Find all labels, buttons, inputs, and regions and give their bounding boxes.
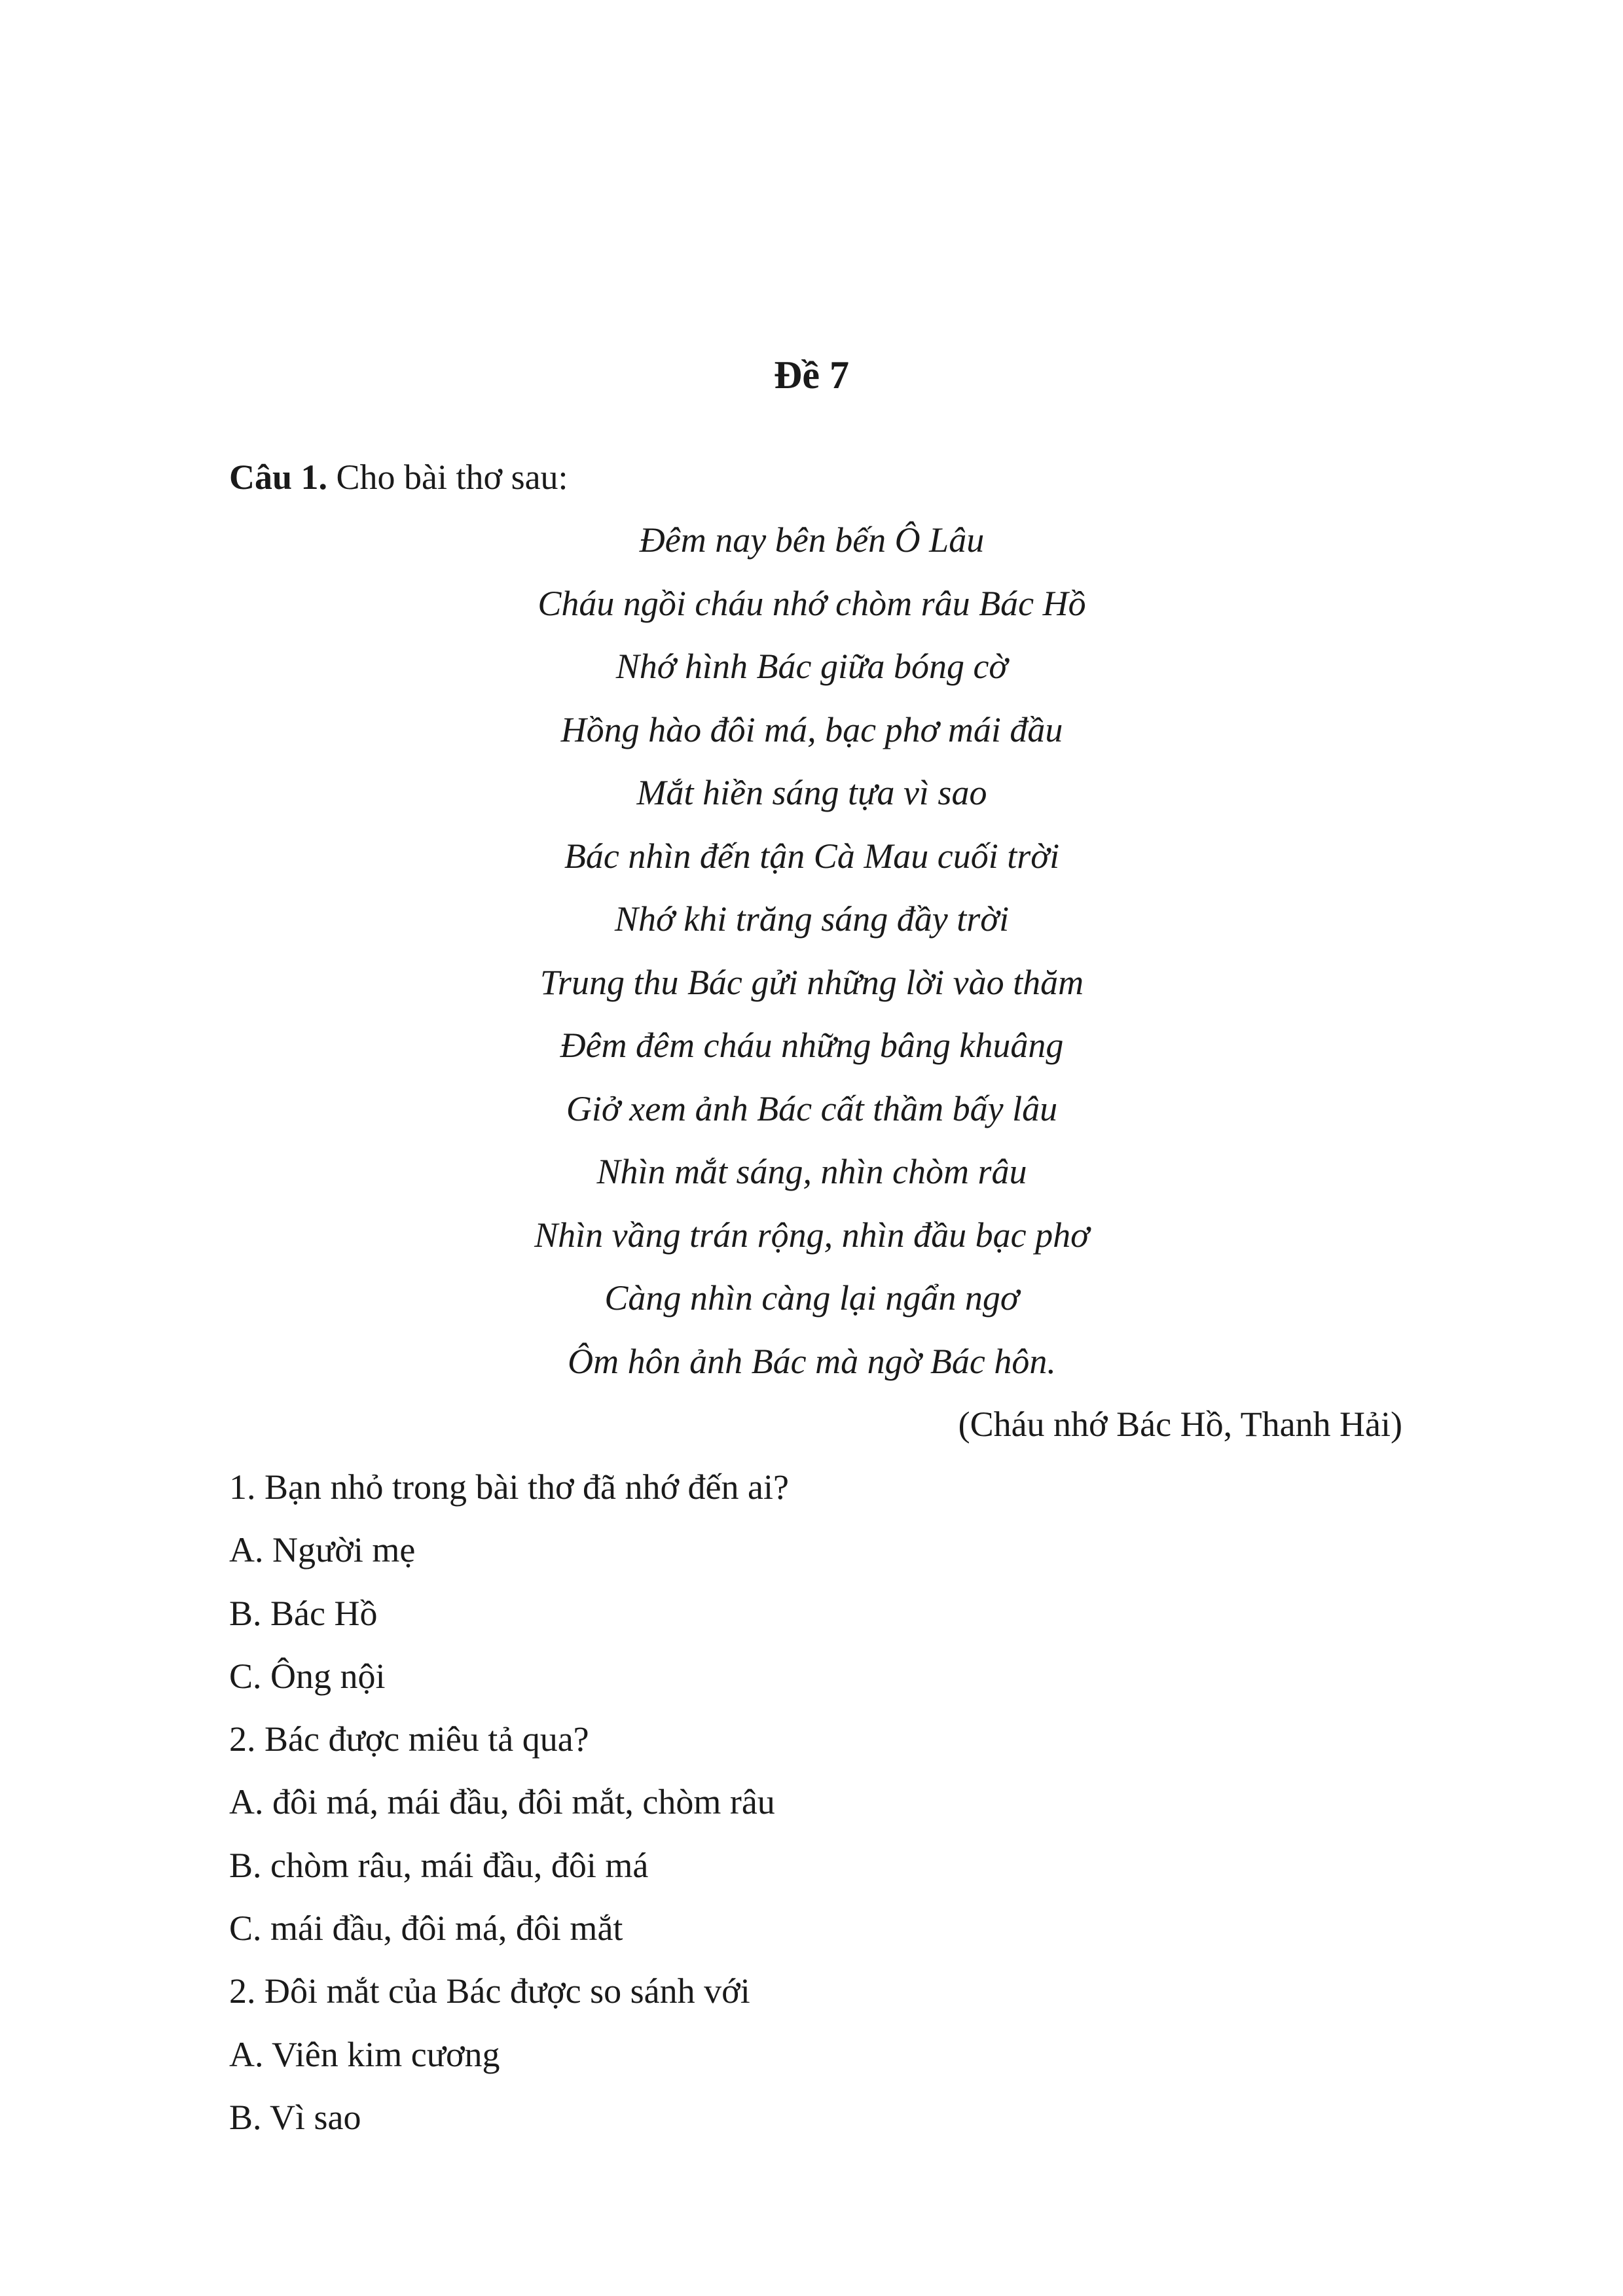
poem-line: Hồng hào đôi má, bạc phơ mái đầu bbox=[560, 709, 1063, 749]
poem-line: Bác nhìn đến tận Cà Mau cuối trời bbox=[564, 836, 1060, 876]
question-text: Cho bài thơ sau: bbox=[327, 457, 568, 497]
poem-line: Nhớ khi trăng sáng đầy trời bbox=[614, 899, 1010, 939]
answer-option: A. Viên kim cương bbox=[229, 2034, 500, 2074]
answer-option: A. Người mẹ bbox=[229, 1530, 416, 1570]
question-header bbox=[229, 446, 568, 509]
poem-line: Trung thu Bác gửi những lời vào thăm bbox=[539, 962, 1084, 1002]
question-items bbox=[229, 1456, 789, 2149]
poem-line: Cháu ngồi cháu nhớ chòm râu Bác Hồ bbox=[538, 583, 1086, 623]
poem-line: Ôm hôn ảnh Bác mà ngờ Bác hôn. bbox=[568, 1341, 1056, 1381]
poem-line: Nhìn mắt sáng, nhìn chòm râu bbox=[596, 1152, 1027, 1191]
poem-line: Nhớ hình Bác giữa bóng cờ bbox=[615, 647, 1008, 686]
poem-source: (Cháu nhớ Bác Hồ, Thanh Hải) bbox=[958, 1405, 1402, 1444]
page-title: Đề 7 bbox=[774, 353, 849, 397]
answer-option: C. mái đầu, đôi má, đôi mắt bbox=[229, 1909, 623, 1948]
question-prompt: 2. Đôi mắt của Bác được so sánh với bbox=[229, 1971, 750, 2011]
answer-option: A. đôi má, mái đầu, đôi mắt, chòm râu bbox=[229, 1782, 775, 1822]
poem bbox=[432, 509, 1192, 1393]
poem-line: Càng nhìn càng lại ngẩn ngơ bbox=[604, 1278, 1019, 1318]
poem-line: Đêm nay bên bến Ô Lâu bbox=[639, 520, 985, 560]
answer-option: C. Ông nội bbox=[229, 1656, 386, 1696]
question-label: Câu 1. bbox=[229, 457, 328, 497]
poem-line: Giở xem ảnh Bác cất thầm bấy lâu bbox=[566, 1088, 1058, 1128]
answer-option: B. Bác Hồ bbox=[229, 1593, 378, 1633]
poem-line: Đêm đêm cháu những bâng khuâng bbox=[560, 1026, 1064, 1065]
poem-line: Mắt hiền sáng tựa vì sao bbox=[636, 773, 987, 812]
answer-option: B. chòm râu, mái đầu, đôi má bbox=[229, 1845, 649, 1885]
question-prompt: 1. Bạn nhỏ trong bài thơ đã nhớ đến ai? bbox=[229, 1467, 789, 1507]
poem-line: Nhìn vầng trán rộng, nhìn đầu bạc phơ bbox=[534, 1215, 1089, 1255]
answer-option: B. Vì sao bbox=[229, 2097, 361, 2137]
question-prompt: 2. Bác được miêu tả qua? bbox=[229, 1719, 589, 1759]
